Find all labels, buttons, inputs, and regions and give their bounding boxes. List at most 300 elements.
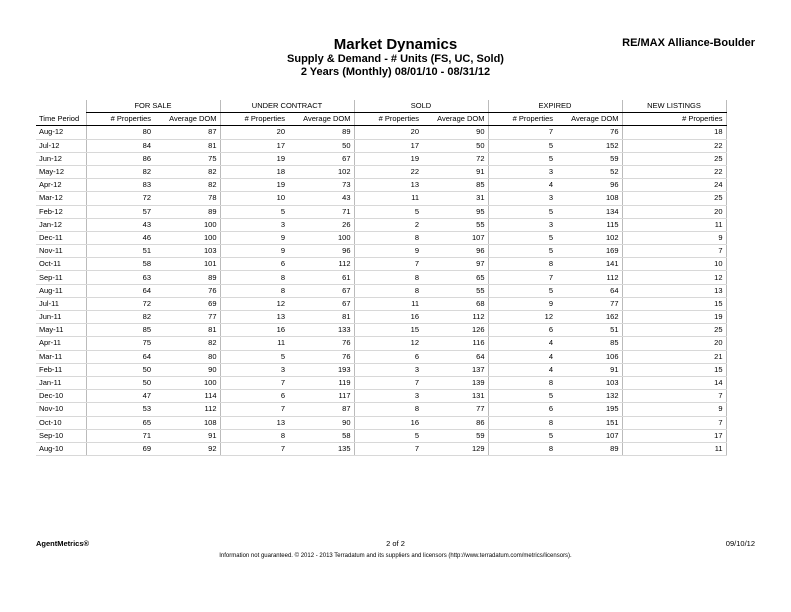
table-cell: 6 bbox=[488, 324, 556, 337]
table-cell: 112 bbox=[288, 258, 354, 271]
table-cell: 103 bbox=[154, 245, 220, 258]
table-cell: 75 bbox=[86, 337, 154, 350]
table-cell: 169 bbox=[556, 245, 622, 258]
table-cell: 18 bbox=[622, 126, 726, 139]
table-cell: 25 bbox=[622, 152, 726, 165]
table-cell: 90 bbox=[288, 416, 354, 429]
table-cell: 3 bbox=[354, 390, 422, 403]
table-cell: 97 bbox=[422, 258, 488, 271]
table-cell: 7 bbox=[354, 376, 422, 389]
table-cell: 80 bbox=[154, 350, 220, 363]
table-cell: 58 bbox=[86, 258, 154, 271]
table-cell: 50 bbox=[422, 139, 488, 152]
table-cell: 67 bbox=[288, 284, 354, 297]
table-cell: 82 bbox=[86, 311, 154, 324]
table-cell: 100 bbox=[288, 231, 354, 244]
time-period-cell: Sep-10 bbox=[36, 429, 86, 442]
table-cell: 6 bbox=[220, 258, 288, 271]
table-cell: 3 bbox=[488, 192, 556, 205]
column-header: # Properties bbox=[622, 113, 726, 126]
table-cell: 13 bbox=[354, 179, 422, 192]
table-cell: 4 bbox=[488, 179, 556, 192]
time-period-cell: Dec-11 bbox=[36, 231, 86, 244]
table-cell: 76 bbox=[288, 337, 354, 350]
table-cell: 9 bbox=[622, 403, 726, 416]
time-period-cell: Apr-11 bbox=[36, 337, 86, 350]
table-cell: 25 bbox=[622, 324, 726, 337]
table-cell: 86 bbox=[86, 152, 154, 165]
table-cell: 67 bbox=[288, 152, 354, 165]
time-period-cell: Mar-12 bbox=[36, 192, 86, 205]
table-cell: 52 bbox=[556, 165, 622, 178]
table-row bbox=[36, 429, 726, 442]
table-cell: 5 bbox=[488, 205, 556, 218]
table-cell: 11 bbox=[220, 337, 288, 350]
table-cell: 8 bbox=[354, 231, 422, 244]
table-cell: 19 bbox=[622, 311, 726, 324]
table-cell: 5 bbox=[488, 390, 556, 403]
table-cell: 22 bbox=[354, 165, 422, 178]
table-cell: 7 bbox=[622, 416, 726, 429]
table-cell: 87 bbox=[288, 403, 354, 416]
time-period-cell: Jun-11 bbox=[36, 311, 86, 324]
table-cell: 64 bbox=[422, 350, 488, 363]
table-cell: 112 bbox=[154, 403, 220, 416]
table-cell: 91 bbox=[154, 429, 220, 442]
time-period-cell: May-11 bbox=[36, 324, 86, 337]
table-cell: 3 bbox=[354, 363, 422, 376]
table-cell: 72 bbox=[86, 297, 154, 310]
table-cell: 5 bbox=[354, 429, 422, 442]
table-cell: 5 bbox=[488, 139, 556, 152]
table-cell: 2 bbox=[354, 218, 422, 231]
table-cell: 8 bbox=[488, 416, 556, 429]
group-header-new-listings: NEW LISTINGS bbox=[622, 100, 726, 113]
table-cell: 95 bbox=[422, 205, 488, 218]
table-cell: 89 bbox=[288, 126, 354, 139]
table-cell: 129 bbox=[422, 442, 488, 455]
table-row bbox=[36, 297, 726, 310]
table-cell: 77 bbox=[154, 311, 220, 324]
table-cell: 22 bbox=[622, 165, 726, 178]
time-period-cell: Aug-11 bbox=[36, 284, 86, 297]
time-period-cell: Nov-11 bbox=[36, 245, 86, 258]
table-cell: 82 bbox=[154, 179, 220, 192]
table-cell: 116 bbox=[422, 337, 488, 350]
time-period-cell: Apr-12 bbox=[36, 179, 86, 192]
table-cell: 6 bbox=[220, 390, 288, 403]
time-period-cell: Dec-10 bbox=[36, 390, 86, 403]
table-cell: 8 bbox=[488, 376, 556, 389]
table-cell: 51 bbox=[86, 245, 154, 258]
table-cell: 72 bbox=[86, 192, 154, 205]
table-cell: 5 bbox=[220, 205, 288, 218]
table-cell: 6 bbox=[488, 403, 556, 416]
time-period-cell: Jun-12 bbox=[36, 152, 86, 165]
table-row bbox=[36, 205, 726, 218]
table-cell: 5 bbox=[488, 429, 556, 442]
table-cell: 57 bbox=[86, 205, 154, 218]
table-cell: 20 bbox=[622, 337, 726, 350]
table-row bbox=[36, 271, 726, 284]
table-cell: 10 bbox=[622, 258, 726, 271]
table-cell: 69 bbox=[86, 442, 154, 455]
table-cell: 47 bbox=[86, 390, 154, 403]
table-row bbox=[36, 165, 726, 178]
table-cell: 58 bbox=[288, 429, 354, 442]
table-cell: 8 bbox=[220, 429, 288, 442]
table-cell: 108 bbox=[154, 416, 220, 429]
time-period-cell: Feb-11 bbox=[36, 363, 86, 376]
table-cell: 85 bbox=[422, 179, 488, 192]
table-cell: 81 bbox=[154, 139, 220, 152]
table-cell: 7 bbox=[622, 245, 726, 258]
time-period-cell: Oct-10 bbox=[36, 416, 86, 429]
table-cell: 55 bbox=[422, 218, 488, 231]
table-cell: 115 bbox=[556, 218, 622, 231]
table-cell: 20 bbox=[622, 205, 726, 218]
table-cell: 15 bbox=[354, 324, 422, 337]
table-cell: 59 bbox=[556, 152, 622, 165]
brokerage-name: RE/MAX Alliance-Boulder bbox=[622, 37, 755, 49]
table-cell: 18 bbox=[220, 165, 288, 178]
table-cell: 132 bbox=[556, 390, 622, 403]
table-cell: 102 bbox=[288, 165, 354, 178]
table-cell: 83 bbox=[86, 179, 154, 192]
table-cell: 68 bbox=[422, 297, 488, 310]
table-row bbox=[36, 218, 726, 231]
table-cell: 5 bbox=[488, 284, 556, 297]
table-cell: 3 bbox=[488, 218, 556, 231]
table-cell: 86 bbox=[422, 416, 488, 429]
time-period-cell: Jan-11 bbox=[36, 376, 86, 389]
table-cell: 195 bbox=[556, 403, 622, 416]
table-cell: 51 bbox=[556, 324, 622, 337]
table-row bbox=[36, 231, 726, 244]
table-cell: 65 bbox=[86, 416, 154, 429]
table-cell: 135 bbox=[288, 442, 354, 455]
table-cell: 7 bbox=[220, 376, 288, 389]
table-cell: 12 bbox=[622, 271, 726, 284]
table-row bbox=[36, 403, 726, 416]
table-cell: 76 bbox=[154, 284, 220, 297]
time-period-cell: Sep-11 bbox=[36, 271, 86, 284]
table-cell: 9 bbox=[220, 231, 288, 244]
table-cell: 63 bbox=[86, 271, 154, 284]
table-row bbox=[36, 390, 726, 403]
footer-disclaimer: Information not guaranteed. © 2012 - 2013 Terradatum and its suppliers and licensors (http://www.terradatum.com/metrics/licensors). bbox=[219, 553, 572, 559]
table-cell: 72 bbox=[422, 152, 488, 165]
table-cell: 82 bbox=[154, 337, 220, 350]
table-cell: 87 bbox=[154, 126, 220, 139]
table-cell: 131 bbox=[422, 390, 488, 403]
table-cell: 76 bbox=[556, 126, 622, 139]
table-cell: 64 bbox=[86, 350, 154, 363]
report-title: Market Dynamics bbox=[333, 36, 458, 53]
table-cell: 64 bbox=[556, 284, 622, 297]
table-cell: 67 bbox=[288, 297, 354, 310]
table-cell: 81 bbox=[154, 324, 220, 337]
table-cell: 7 bbox=[488, 271, 556, 284]
table-cell: 19 bbox=[220, 179, 288, 192]
table-cell: 92 bbox=[154, 442, 220, 455]
table-cell: 112 bbox=[422, 311, 488, 324]
table-cell: 75 bbox=[154, 152, 220, 165]
table-cell: 16 bbox=[354, 311, 422, 324]
table-cell: 8 bbox=[488, 442, 556, 455]
table-cell: 17 bbox=[220, 139, 288, 152]
table-cell: 61 bbox=[288, 271, 354, 284]
table-cell: 15 bbox=[622, 297, 726, 310]
table-cell: 11 bbox=[354, 192, 422, 205]
table-cell: 5 bbox=[220, 350, 288, 363]
table-cell: 112 bbox=[556, 271, 622, 284]
time-period-cell: Aug-10 bbox=[36, 442, 86, 455]
table-row bbox=[36, 442, 726, 455]
table-cell: 89 bbox=[154, 271, 220, 284]
time-period-cell: Aug-12 bbox=[36, 126, 86, 139]
table-row bbox=[36, 284, 726, 297]
table-cell: 3 bbox=[220, 218, 288, 231]
table-row bbox=[36, 350, 726, 363]
table-cell: 53 bbox=[86, 403, 154, 416]
table-cell: 11 bbox=[354, 297, 422, 310]
table-cell: 7 bbox=[354, 442, 422, 455]
table-cell: 4 bbox=[488, 350, 556, 363]
table-cell: 162 bbox=[556, 311, 622, 324]
table-cell: 81 bbox=[288, 311, 354, 324]
report-subtitle: Supply & Demand - # Units (FS, UC, Sold) bbox=[287, 53, 504, 65]
table-cell: 46 bbox=[86, 231, 154, 244]
table-cell: 13 bbox=[220, 311, 288, 324]
table-cell: 69 bbox=[154, 297, 220, 310]
table-cell: 7 bbox=[622, 390, 726, 403]
table-cell: 13 bbox=[220, 416, 288, 429]
table-cell: 24 bbox=[622, 179, 726, 192]
table-cell: 55 bbox=[422, 284, 488, 297]
table-row bbox=[36, 311, 726, 324]
table-row bbox=[36, 139, 726, 152]
table-row bbox=[36, 152, 726, 165]
table-cell: 50 bbox=[86, 363, 154, 376]
group-header-for-sale: FOR SALE bbox=[86, 100, 220, 113]
table-cell: 3 bbox=[220, 363, 288, 376]
table-cell: 106 bbox=[556, 350, 622, 363]
table-row bbox=[36, 337, 726, 350]
table-cell: 5 bbox=[488, 231, 556, 244]
time-period-cell: Mar-11 bbox=[36, 350, 86, 363]
time-period-cell: Feb-12 bbox=[36, 205, 86, 218]
group-header-row bbox=[36, 100, 726, 113]
table-cell: 71 bbox=[288, 205, 354, 218]
table-cell: 3 bbox=[488, 165, 556, 178]
table-cell: 141 bbox=[556, 258, 622, 271]
table-cell: 64 bbox=[86, 284, 154, 297]
table-row bbox=[36, 192, 726, 205]
table-cell: 10 bbox=[220, 192, 288, 205]
table-cell: 4 bbox=[488, 363, 556, 376]
table-cell: 22 bbox=[622, 139, 726, 152]
table-cell: 9 bbox=[220, 245, 288, 258]
table-row bbox=[36, 416, 726, 429]
table-cell: 114 bbox=[154, 390, 220, 403]
table-cell: 31 bbox=[422, 192, 488, 205]
table-cell: 8 bbox=[354, 284, 422, 297]
table-cell: 19 bbox=[354, 152, 422, 165]
table-cell: 103 bbox=[556, 376, 622, 389]
table-row bbox=[36, 258, 726, 271]
table-cell: 100 bbox=[154, 376, 220, 389]
table-cell: 73 bbox=[288, 179, 354, 192]
footer-date: 09/10/12 bbox=[725, 539, 755, 548]
table-cell: 7 bbox=[220, 442, 288, 455]
group-header-blank bbox=[36, 100, 86, 113]
column-header: Average DOM bbox=[288, 113, 354, 126]
table-cell: 8 bbox=[220, 284, 288, 297]
table-cell: 117 bbox=[288, 390, 354, 403]
table-cell: 152 bbox=[556, 139, 622, 152]
table-cell: 8 bbox=[220, 271, 288, 284]
table-cell: 89 bbox=[154, 205, 220, 218]
table-cell: 8 bbox=[354, 271, 422, 284]
column-header: Average DOM bbox=[422, 113, 488, 126]
column-header: Average DOM bbox=[154, 113, 220, 126]
table-row bbox=[36, 363, 726, 376]
footer-product-name: AgentMetrics® bbox=[36, 539, 90, 548]
table-cell: 90 bbox=[154, 363, 220, 376]
time-period-cell: Jul-12 bbox=[36, 139, 86, 152]
table-cell: 100 bbox=[154, 231, 220, 244]
table-row bbox=[36, 126, 726, 139]
table-cell: 9 bbox=[488, 297, 556, 310]
table-cell: 20 bbox=[354, 126, 422, 139]
table-cell: 80 bbox=[86, 126, 154, 139]
table-cell: 84 bbox=[86, 139, 154, 152]
table-cell: 16 bbox=[220, 324, 288, 337]
column-header: Average DOM bbox=[556, 113, 622, 126]
table-cell: 15 bbox=[622, 363, 726, 376]
column-header: # Properties bbox=[86, 113, 154, 126]
table-cell: 59 bbox=[422, 429, 488, 442]
table-cell: 9 bbox=[622, 231, 726, 244]
table-cell: 133 bbox=[288, 324, 354, 337]
time-period-cell: Jan-12 bbox=[36, 218, 86, 231]
table-cell: 13 bbox=[622, 284, 726, 297]
table-cell: 9 bbox=[354, 245, 422, 258]
table-cell: 5 bbox=[488, 152, 556, 165]
column-header: Time Period bbox=[36, 113, 86, 126]
table-cell: 12 bbox=[220, 297, 288, 310]
table-cell: 8 bbox=[488, 258, 556, 271]
table-cell: 6 bbox=[354, 350, 422, 363]
column-header: # Properties bbox=[488, 113, 556, 126]
table-cell: 78 bbox=[154, 192, 220, 205]
table-cell: 14 bbox=[622, 376, 726, 389]
table-cell: 89 bbox=[556, 442, 622, 455]
group-header-expired: EXPIRED bbox=[488, 100, 622, 113]
table-cell: 19 bbox=[220, 152, 288, 165]
table-cell: 77 bbox=[556, 297, 622, 310]
table-cell: 26 bbox=[288, 218, 354, 231]
table-cell: 193 bbox=[288, 363, 354, 376]
table-cell: 5 bbox=[488, 245, 556, 258]
table-cell: 77 bbox=[422, 403, 488, 416]
table-cell: 17 bbox=[622, 429, 726, 442]
footer-page-number: 2 of 2 bbox=[386, 539, 405, 548]
market-dynamics-table bbox=[36, 100, 727, 456]
table-row bbox=[36, 324, 726, 337]
table-cell: 4 bbox=[488, 337, 556, 350]
table-cell: 139 bbox=[422, 376, 488, 389]
table-cell: 107 bbox=[422, 231, 488, 244]
table-cell: 82 bbox=[154, 165, 220, 178]
table-cell: 126 bbox=[422, 324, 488, 337]
time-period-cell: Oct-11 bbox=[36, 258, 86, 271]
table-cell: 90 bbox=[422, 126, 488, 139]
table-row bbox=[36, 179, 726, 192]
table-cell: 50 bbox=[288, 139, 354, 152]
time-period-cell: Nov-10 bbox=[36, 403, 86, 416]
table-cell: 71 bbox=[86, 429, 154, 442]
time-period-cell: Jul-11 bbox=[36, 297, 86, 310]
table-cell: 102 bbox=[556, 231, 622, 244]
table-cell: 7 bbox=[488, 126, 556, 139]
table-cell: 21 bbox=[622, 350, 726, 363]
table-cell: 82 bbox=[86, 165, 154, 178]
table-cell: 151 bbox=[556, 416, 622, 429]
column-header-row bbox=[36, 113, 726, 126]
table-cell: 101 bbox=[154, 258, 220, 271]
table-cell: 119 bbox=[288, 376, 354, 389]
report-date-range: 2 Years (Monthly) 08/01/10 - 08/31/12 bbox=[300, 66, 491, 78]
table-cell: 100 bbox=[154, 218, 220, 231]
table-cell: 5 bbox=[354, 205, 422, 218]
table-cell: 11 bbox=[622, 218, 726, 231]
table-cell: 96 bbox=[422, 245, 488, 258]
table-cell: 96 bbox=[556, 179, 622, 192]
column-header: # Properties bbox=[220, 113, 288, 126]
table-cell: 137 bbox=[422, 363, 488, 376]
table-cell: 85 bbox=[556, 337, 622, 350]
table-cell: 20 bbox=[220, 126, 288, 139]
table-cell: 16 bbox=[354, 416, 422, 429]
table-body bbox=[36, 126, 726, 456]
table-cell: 43 bbox=[288, 192, 354, 205]
table-cell: 8 bbox=[354, 403, 422, 416]
table-cell: 85 bbox=[86, 324, 154, 337]
time-period-cell: May-12 bbox=[36, 165, 86, 178]
column-header: # Properties bbox=[354, 113, 422, 126]
table-row bbox=[36, 245, 726, 258]
table-cell: 12 bbox=[354, 337, 422, 350]
table-cell: 107 bbox=[556, 429, 622, 442]
table-cell: 7 bbox=[220, 403, 288, 416]
group-header-under-contract: UNDER CONTRACT bbox=[220, 100, 354, 113]
group-header-sold: SOLD bbox=[354, 100, 488, 113]
table-cell: 50 bbox=[86, 376, 154, 389]
table-row bbox=[36, 376, 726, 389]
table-cell: 7 bbox=[354, 258, 422, 271]
table-cell: 25 bbox=[622, 192, 726, 205]
table-cell: 43 bbox=[86, 218, 154, 231]
table-cell: 108 bbox=[556, 192, 622, 205]
table-cell: 17 bbox=[354, 139, 422, 152]
table-cell: 76 bbox=[288, 350, 354, 363]
table-cell: 91 bbox=[556, 363, 622, 376]
table-cell: 12 bbox=[488, 311, 556, 324]
table-cell: 91 bbox=[422, 165, 488, 178]
table-cell: 134 bbox=[556, 205, 622, 218]
